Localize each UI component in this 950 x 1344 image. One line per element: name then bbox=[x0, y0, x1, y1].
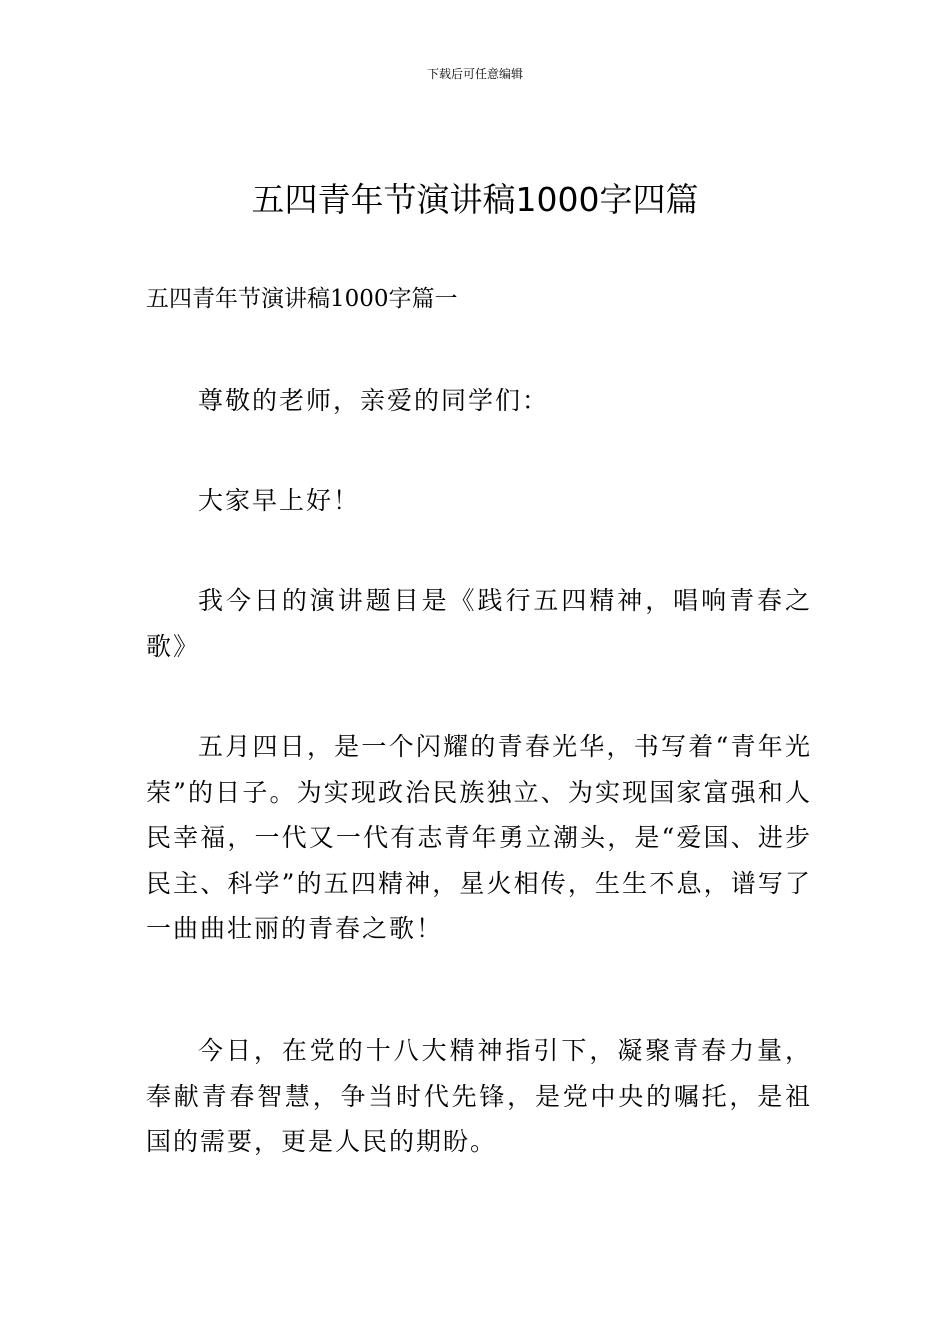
paragraph-topic: 我今日的演讲题目是《践行五四精神，唱响青春之歌》 bbox=[146, 586, 812, 661]
paragraph-may-fourth: 五月四日，是一个闪耀的青春光华，书写着“青年光荣”的日子。为实现政治民族独立、为实现国家富强和人民幸福，一代又一代有志青年勇立潮头，是“爱国、进步民主、科学”的五四精神，星火相传，生生不息，谱写了一曲曲壮丽的青春之歌！ bbox=[146, 732, 812, 943]
section-heading: 五四青年节演讲稿1000字篇一 bbox=[146, 286, 458, 312]
document-title: 五四青年节演讲稿1000字四篇 bbox=[251, 180, 699, 219]
header-note: 下载后可任意编辑 bbox=[426, 67, 523, 81]
paragraph-salutation: 尊敬的老师，亲爱的同学们： bbox=[198, 386, 550, 415]
paragraph-today: 今日，在党的十八大精神指引下，凝聚青春力量，奉献青春智慧，争当时代先锋，是党中央的嘱托，是祖国的需要，更是人民的期盼。 bbox=[146, 1036, 812, 1156]
paragraph-greeting: 大家早上好！ bbox=[198, 486, 361, 515]
